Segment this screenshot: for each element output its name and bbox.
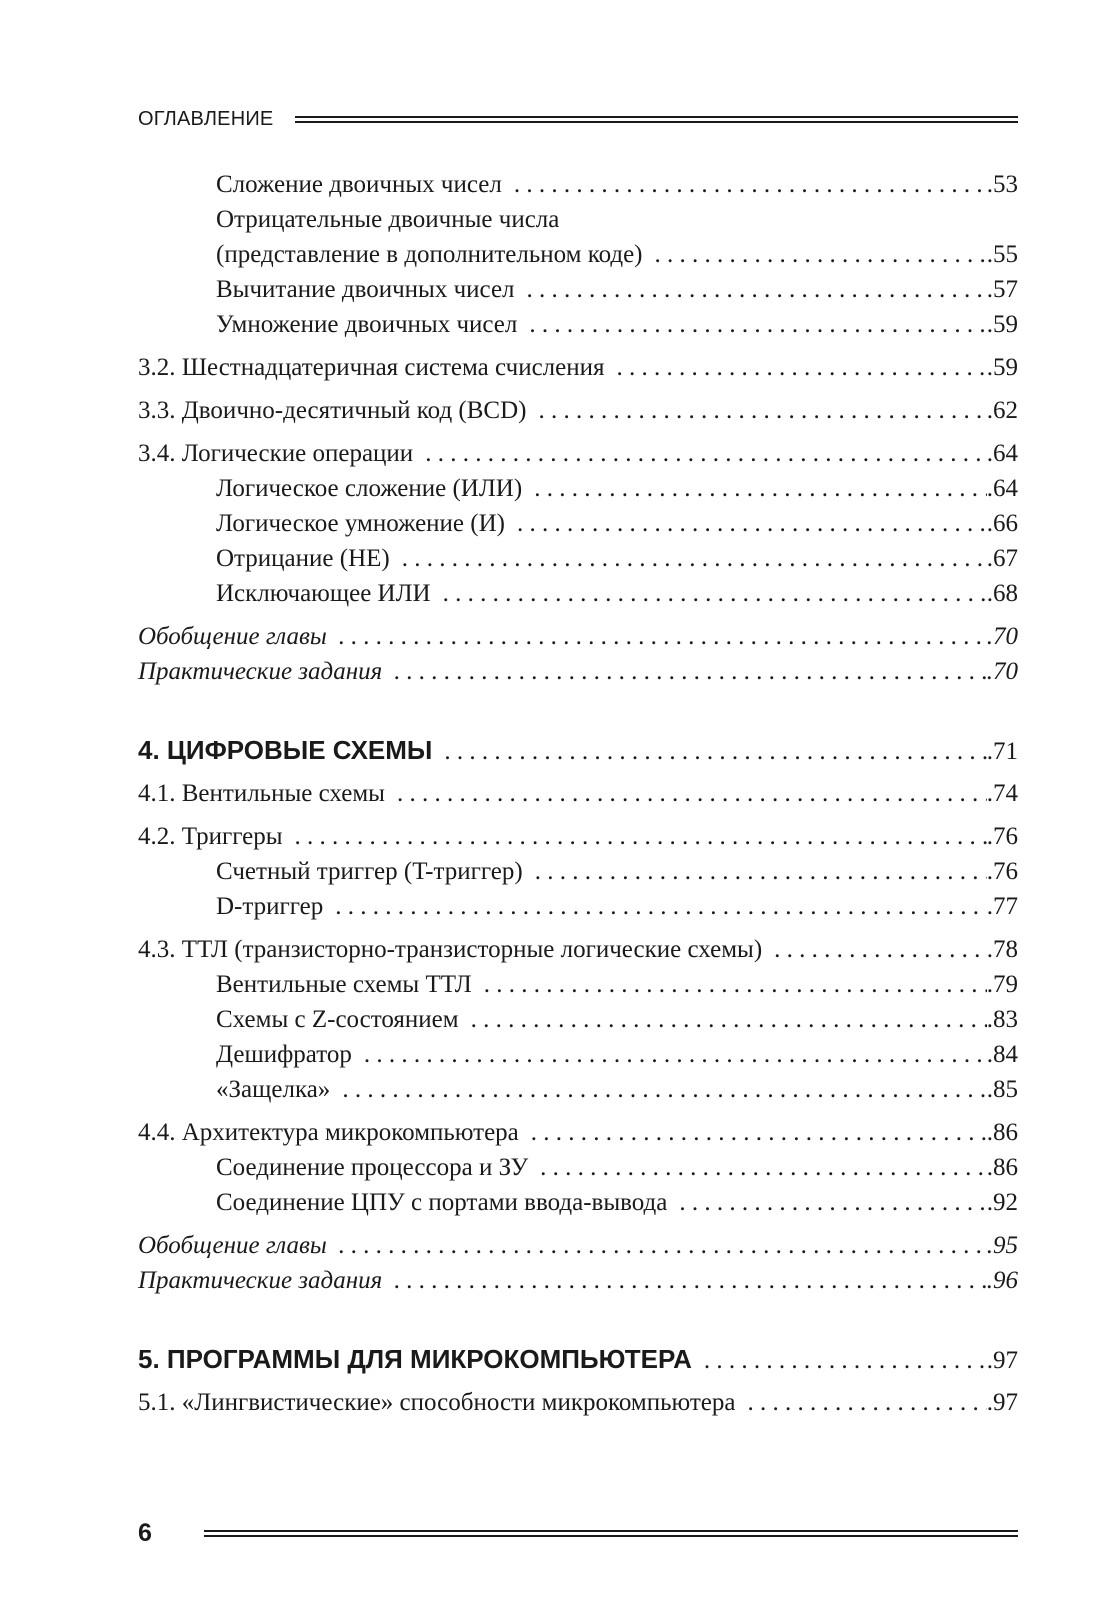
toc-entry-label: 4.3. ТТЛ (транзисторно-транзисторные логические схемы) (138, 936, 763, 963)
toc-entry-label: 4.1. Вентильные схемы (138, 780, 385, 807)
toc-leader-dots (527, 272, 987, 307)
page-number: 6 (138, 1518, 152, 1547)
running-header (138, 104, 1018, 134)
header-rule (295, 116, 1018, 123)
toc-entry-page: .64 (986, 440, 1018, 467)
toc-leader-dots (747, 1385, 986, 1420)
toc-entry-label: 3.2. Шестнадцатеричная система счисления (138, 354, 605, 381)
toc-entry-label: 5.1. «Лингвистические» способности микрокомпьютера (138, 1389, 736, 1416)
toc-entry (138, 1037, 1018, 1072)
toc-entry-page: .74 (986, 780, 1018, 807)
toc-entry-page: .92 (986, 1189, 1018, 1216)
toc-leader-dots (425, 436, 987, 471)
toc-section-entry (138, 932, 1018, 967)
toc-leader-dots (534, 471, 987, 506)
toc-entry-label: Логическое умножение (И) (216, 510, 505, 537)
toc-entry-page: .55 (986, 241, 1018, 268)
toc-leader-dots (342, 1072, 986, 1107)
toc-section-entry (138, 350, 1018, 385)
toc-entry-label: Практические задания (138, 1267, 383, 1294)
toc-entry-page: .68 (986, 580, 1018, 607)
table-of-contents (138, 167, 1018, 1420)
toc-entry-page: .71 (986, 738, 1018, 765)
toc-entry (138, 471, 1018, 506)
toc-leader-dots (443, 576, 987, 611)
toc-leader-dots (402, 541, 987, 576)
toc-entry (138, 1150, 1018, 1185)
toc-entry-label: Соединение процессора и ЗУ (216, 1154, 529, 1181)
toc-entry-label: Обобщение главы (138, 623, 327, 650)
toc-entry-label: (представление в дополнительном коде) (216, 241, 643, 268)
toc-entry-label: Соединение ЦПУ с портами ввода-вывода (216, 1189, 668, 1216)
toc-entry-page: .59 (986, 354, 1018, 381)
toc-entry-page: .62 (986, 397, 1018, 424)
toc-entry (138, 167, 1018, 202)
toc-chapter-entry (138, 1342, 1018, 1377)
toc-entry-page: .64 (986, 475, 1018, 502)
toc-leader-dots (774, 932, 987, 967)
footer-rule (204, 1530, 1018, 1537)
toc-entry-page: .76 (986, 823, 1018, 850)
toc-entry-page: .95 (986, 1232, 1018, 1259)
toc-entry-page: .67 (986, 545, 1018, 572)
toc-leader-dots (704, 1343, 987, 1378)
toc-leader-dots (394, 1263, 987, 1298)
toc-entry (138, 237, 1018, 272)
toc-section-entry (138, 819, 1018, 854)
toc-entry-page: .70 (986, 658, 1018, 685)
toc-leader-dots (397, 776, 987, 811)
toc-exercises-entry (138, 1263, 1018, 1298)
toc-entry-label: Практические задания (138, 658, 383, 685)
toc-entry-label: Счетный триггер (T-триггер) (216, 858, 523, 885)
toc-entry (138, 889, 1018, 924)
toc-section-entry (138, 393, 1018, 428)
toc-entry-page: .97 (986, 1389, 1018, 1416)
toc-entry-page: .79 (986, 971, 1018, 998)
toc-entry (138, 202, 1018, 237)
toc-entry-label: 3.4. Логические операции (138, 440, 414, 467)
toc-leader-dots (617, 350, 987, 385)
toc-entry (138, 1072, 1018, 1107)
toc-entry (138, 1002, 1018, 1037)
toc-entry-label: Исключающее ИЛИ (216, 580, 431, 607)
toc-leader-dots (531, 1115, 987, 1150)
toc-leader-dots (540, 1150, 987, 1185)
toc-entry-label: 4.4. Архитектура микрокомпьютера (138, 1119, 519, 1146)
toc-entry-page: .77 (986, 893, 1018, 920)
toc-entry (138, 506, 1018, 541)
toc-entry-page: .78 (986, 936, 1018, 963)
toc-leader-dots (295, 819, 987, 854)
toc-entry-label: Вычитание двоичных чисел (216, 276, 515, 303)
running-footer (138, 1516, 1018, 1550)
toc-entry-page: .96 (986, 1267, 1018, 1294)
toc-chapter-title: 4. ЦИФРОВЫЕ СХЕМЫ (138, 735, 433, 765)
toc-entry (138, 854, 1018, 889)
toc-entry (138, 967, 1018, 1002)
toc-exercises-entry (138, 654, 1018, 689)
toc-entry-label: Схемы с Z-состоянием (216, 1006, 459, 1033)
toc-entry (138, 272, 1018, 307)
toc-entry-page: .83 (986, 1006, 1018, 1033)
toc-entry-page: .70 (986, 623, 1018, 650)
toc-summary-entry (138, 619, 1018, 654)
toc-entry (138, 541, 1018, 576)
toc-section-entry (138, 1385, 1018, 1420)
toc-leader-dots (471, 1002, 987, 1037)
toc-summary-entry (138, 1228, 1018, 1263)
toc-entry (138, 576, 1018, 611)
toc-leader-dots (335, 889, 986, 924)
toc-entry-page: .84 (986, 1041, 1018, 1068)
toc-entry-page: .97 (986, 1347, 1018, 1374)
toc-entry-page: .85 (986, 1076, 1018, 1103)
toc-entry-label: Умножение двоичных чисел (216, 311, 518, 338)
toc-entry-label: Обобщение главы (138, 1232, 327, 1259)
toc-entry-label: Сложение двоичных чисел (216, 171, 502, 198)
toc-entry-page: .76 (986, 858, 1018, 885)
toc-entry-label: Отрицание (НЕ) (216, 545, 390, 572)
toc-section-entry (138, 436, 1018, 471)
toc-chapter-title: 5. ПРОГРАММЫ ДЛЯ МИКРОКОМПЬЮТЕРА (138, 1344, 692, 1374)
toc-entry-page: .57 (986, 276, 1018, 303)
toc-leader-dots (514, 167, 987, 202)
toc-entry-label: Дешифратор (216, 1041, 352, 1068)
toc-entry-page: .66 (986, 510, 1018, 537)
toc-entry-label: D-триггер (216, 893, 324, 920)
toc-entry (138, 307, 1018, 342)
toc-entry-page: .59 (986, 311, 1018, 338)
toc-entry-page: .53 (986, 171, 1018, 198)
toc-entry-label: Логическое сложение (ИЛИ) (216, 475, 523, 502)
header-title: ОГЛАВЛЕНИЕ (138, 107, 274, 130)
toc-leader-dots (339, 1228, 987, 1263)
toc-chapter-entry (138, 733, 1018, 768)
toc-leader-dots (535, 854, 987, 889)
toc-entry (138, 1185, 1018, 1220)
toc-leader-dots (364, 1037, 987, 1072)
toc-leader-dots (529, 307, 986, 342)
toc-leader-dots (394, 654, 987, 689)
toc-leader-dots (339, 619, 987, 654)
toc-leader-dots (655, 237, 987, 272)
toc-section-entry (138, 1115, 1018, 1150)
toc-entry-label: «Защелка» (216, 1076, 331, 1103)
toc-entry-label: 4.2. Триггеры (138, 823, 283, 850)
toc-leader-dots (517, 506, 987, 541)
toc-leader-dots (679, 1185, 986, 1220)
toc-entry-label: Отрицательные двоичные числа (216, 206, 560, 233)
toc-section-entry (138, 776, 1018, 811)
toc-entry-page: .86 (986, 1154, 1018, 1181)
toc-entry-label: 3.3. Двоично-десятичный код (BCD) (138, 397, 527, 424)
toc-leader-dots (444, 734, 986, 769)
toc-leader-dots (484, 967, 987, 1002)
toc-entry-label: Вентильные схемы ТТЛ (216, 971, 472, 998)
toc-leader-dots (539, 393, 987, 428)
toc-entry-page: .86 (986, 1119, 1018, 1146)
